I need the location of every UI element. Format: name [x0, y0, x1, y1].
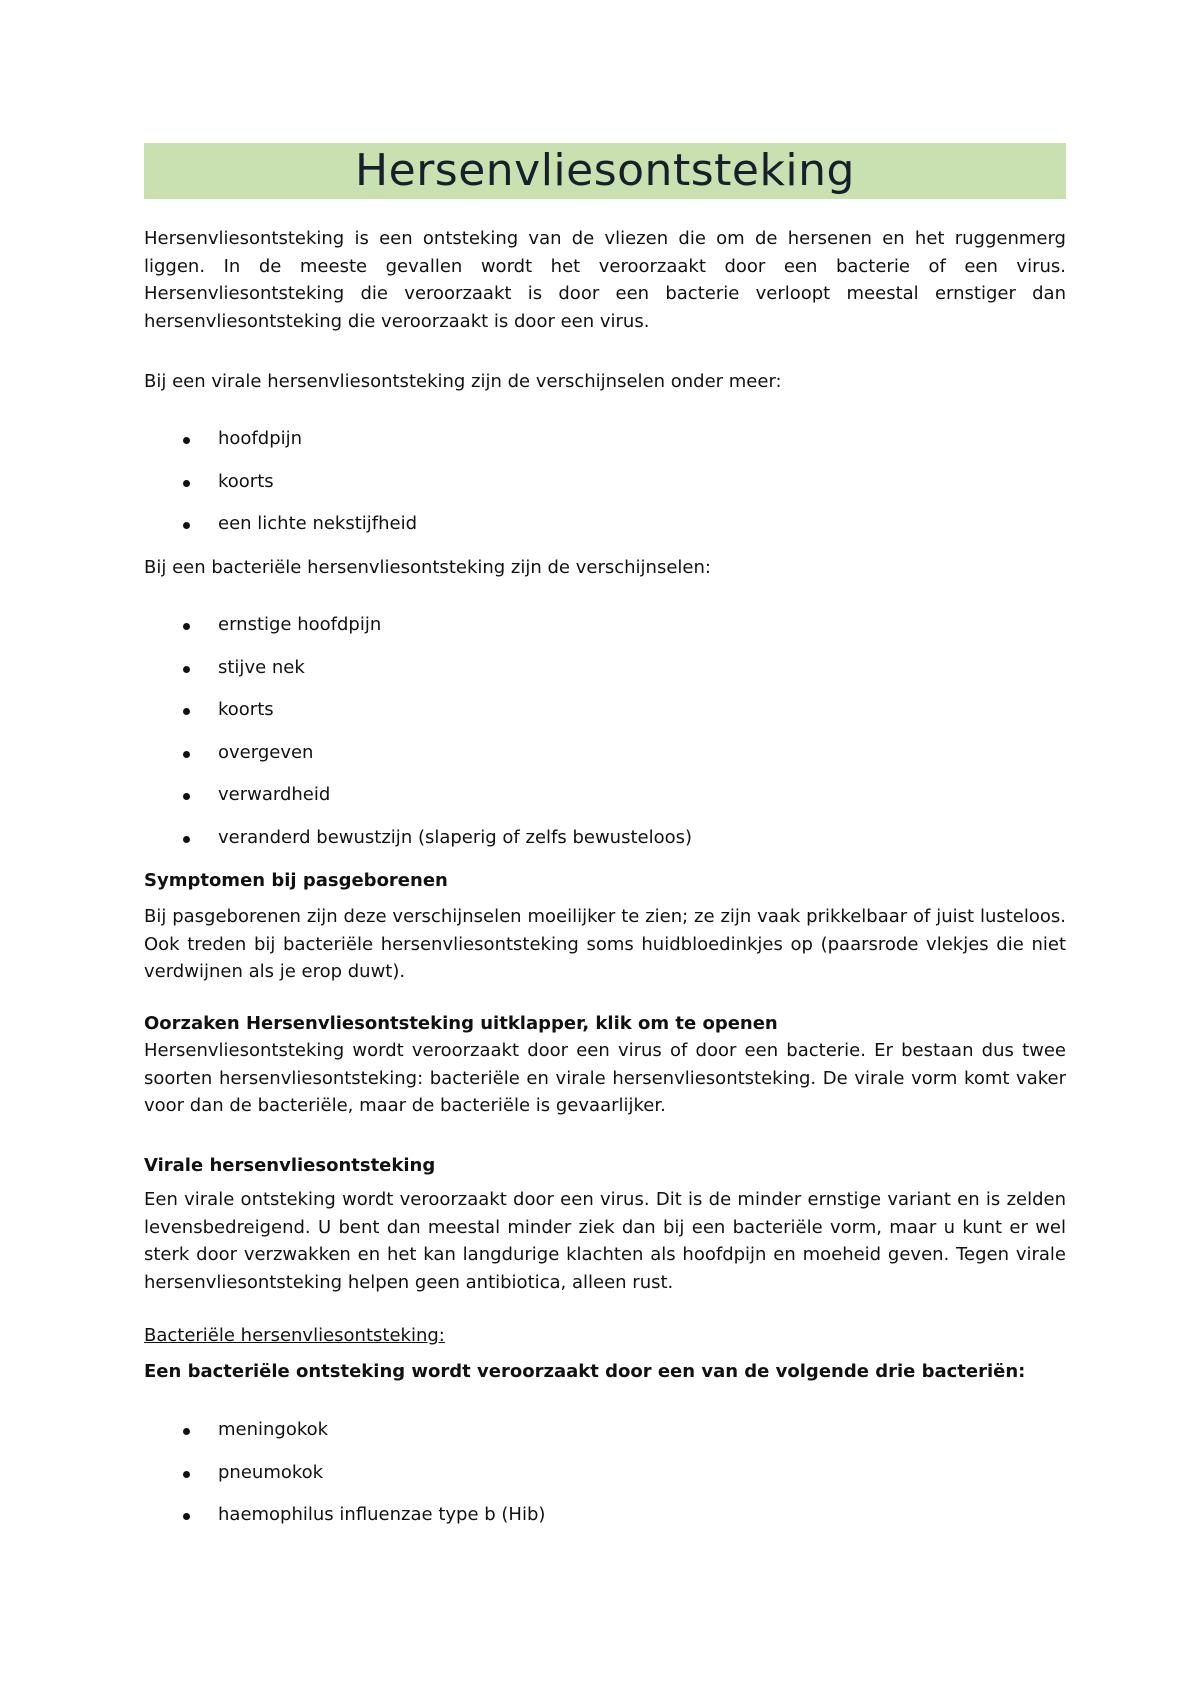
bullet-icon	[183, 751, 190, 758]
viral-symptoms-list	[144, 425, 1066, 553]
causes-heading: Oorzaken Hersenvliesontsteking uitklapper, klik om te openen	[144, 1013, 778, 1034]
newborns-heading: Symptomen bij pasgeborenen	[144, 870, 448, 891]
list-item: stijve nek	[144, 654, 1066, 697]
viral-paragraph: Een virale ontsteking wordt veroorzaakt door een virus. Dit is de minder ernstige variant en is zelden levensbedreigend. U bent dan meestal minder ziek dan bij een bacteriële vorm, maar u kunt er wel sterk door verzwakken en het kan langdurige klachten als hoofdpijn en moeheid geven. Tegen virale hersenvliesontsteking helpen geen antibiotica, alleen rust.	[144, 1189, 1066, 1293]
page-title: Hersenvliesontsteking	[144, 143, 1066, 199]
bacteria-list	[144, 1416, 1066, 1544]
list-item: hoofdpijn	[144, 425, 1066, 468]
newborns-paragraph: Bij pasgeborenen zijn deze verschijnselen moeilijker te zien; ze zijn vaak prikkelbaar of juist lusteloos. Ook treden bij bacteriële hersenvliesontsteking soms huidbloedinkjes op (paarsrode vlekjes die niet verdwijnen als je erop duwt).	[144, 906, 1066, 982]
list-item: overgeven	[144, 739, 1066, 782]
list-item: veranderd bewustzijn (slaperig of zelfs bewusteloos)	[144, 824, 1066, 867]
list-item: een lichte nekstijfheid	[144, 510, 1066, 553]
bullet-icon	[183, 522, 190, 529]
bullet-icon	[183, 1428, 190, 1435]
list-item: ernstige hoofdpijn	[144, 611, 1066, 654]
list-item: koorts	[144, 468, 1066, 511]
bacterial-symptoms-heading: Bij een bacteriële hersenvliesontsteking zijn de verschijnselen:	[144, 557, 711, 578]
list-item: meningokok	[144, 1416, 1066, 1459]
bullet-icon	[183, 1471, 190, 1478]
list-item: pneumokok	[144, 1459, 1066, 1502]
list-item: verwardheid	[144, 781, 1066, 824]
list-item: koorts	[144, 696, 1066, 739]
bullet-icon	[183, 480, 190, 487]
bullet-icon	[183, 1513, 190, 1520]
list-item: haemophilus influenzae type b (Hib)	[144, 1501, 1066, 1544]
bullet-icon	[183, 836, 190, 843]
causes-paragraph: Hersenvliesontsteking wordt veroorzaakt door een virus of door een bacterie. Er bestaan dus twee soorten hersenvliesontsteking: bacteriële en virale hersenvliesontsteking. De virale vorm komt vaker voor dan de bacteriële, maar de bacteriële is gevaarlijker.	[144, 1040, 1066, 1116]
viral-symptoms-heading: Bij een virale hersenvliesontsteking zijn de verschijnselen onder meer:	[144, 371, 782, 392]
bullet-icon	[183, 793, 190, 800]
viral-heading: Virale hersenvliesontsteking	[144, 1155, 436, 1176]
bullet-icon	[183, 708, 190, 715]
bacterial-intro: Een bacteriële ontsteking wordt veroorzaakt door een van de volgende drie bacteriën:	[144, 1361, 1026, 1382]
bullet-icon	[183, 623, 190, 630]
bacterial-symptoms-list	[144, 611, 1066, 866]
intro-paragraph: Hersenvliesontsteking is een ontsteking van de vliezen die om de hersenen en het ruggenmerg liggen. In de meeste gevallen wordt het veroorzaakt door een bacterie of een virus. Hersenvliesontsteking die veroorzaakt is door een bacterie verloopt meestal ernstiger dan hersenvliesontsteking die veroorzaakt is door een virus.	[144, 228, 1066, 332]
bullet-icon	[183, 437, 190, 444]
bullet-icon	[183, 666, 190, 673]
bacterial-heading: Bacteriële hersenvliesontsteking:	[144, 1325, 445, 1346]
